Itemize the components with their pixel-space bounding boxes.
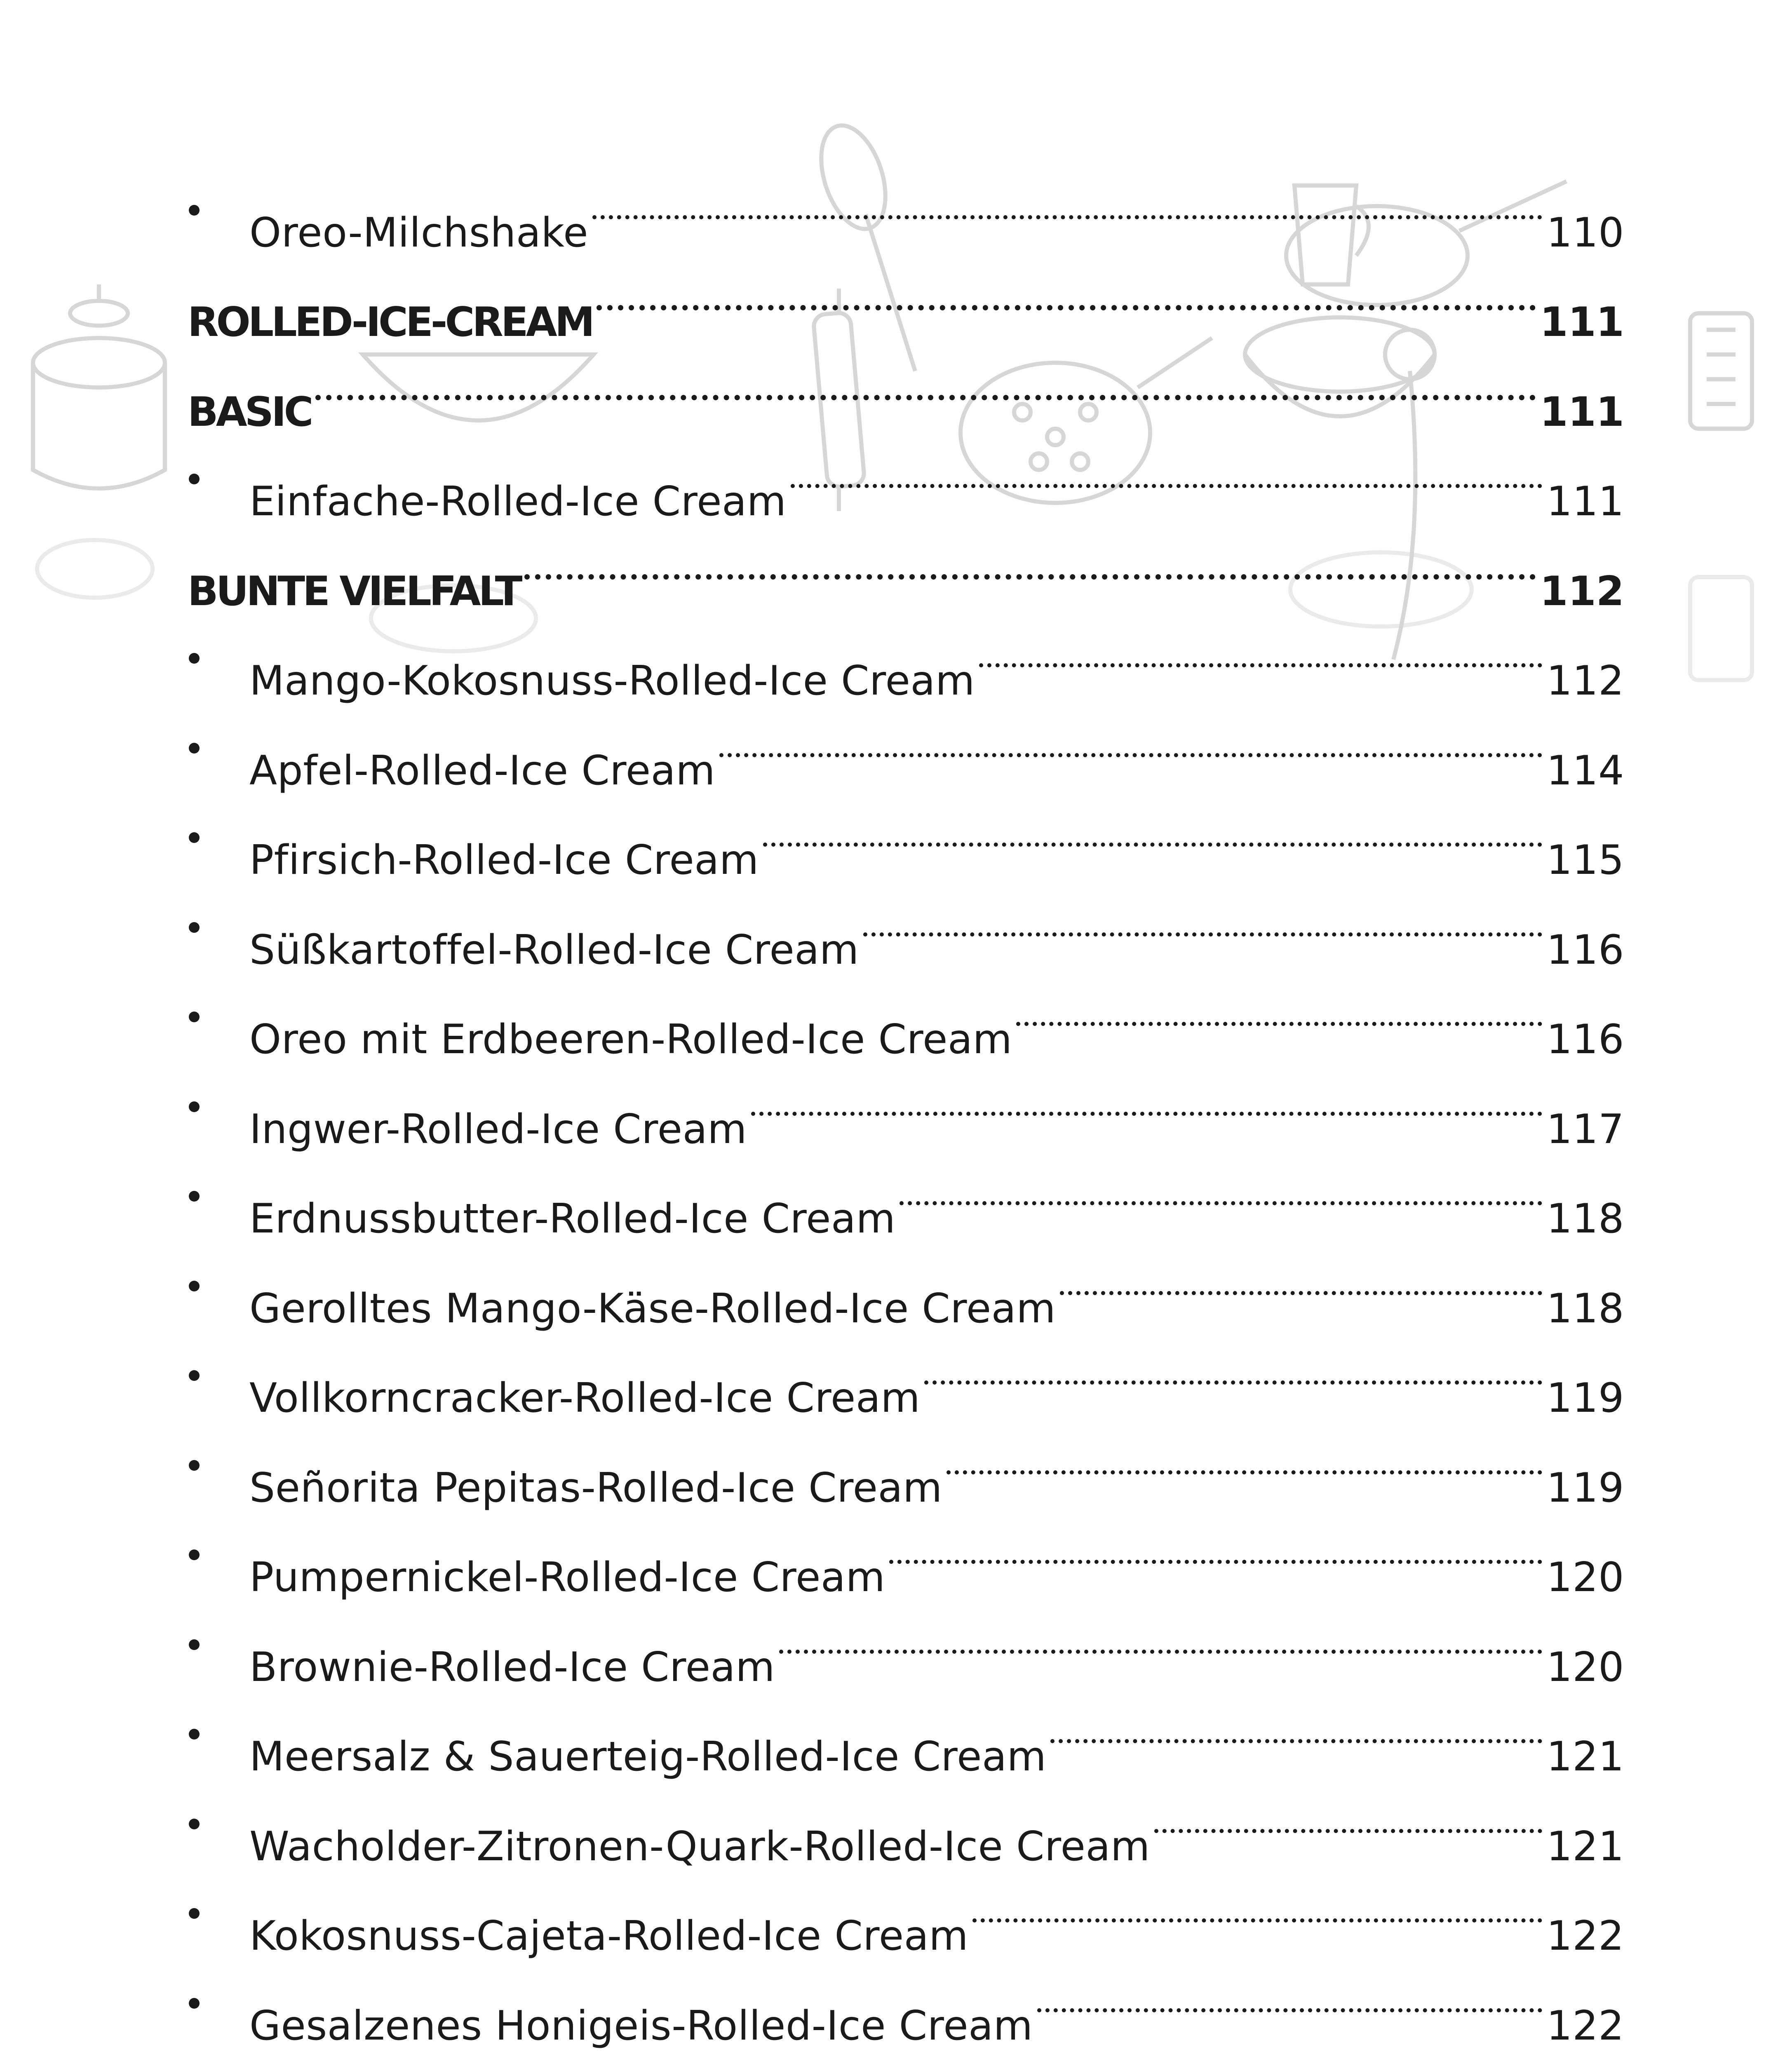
toc-entry-title: Señorita Pepitas-Rolled-Ice Cream [249, 1464, 943, 1512]
toc-entry[interactable] [188, 1143, 1624, 1242]
dot-leader [1060, 1232, 1542, 1322]
dot-leader [315, 336, 1536, 426]
bullet-icon [188, 426, 249, 516]
bullet-icon [188, 1681, 249, 1771]
toc-page-number: 114 [1546, 747, 1624, 794]
toc-page-number: 118 [1546, 1285, 1624, 1332]
bullet-icon [188, 784, 249, 874]
table-of-contents [188, 157, 1624, 2061]
toc-page-number: 122 [1546, 2002, 1624, 2049]
pot-icon [33, 284, 165, 488]
bullet-icon [188, 1232, 249, 1322]
dot-leader [760, 2040, 1543, 2061]
toc-entry-title: ROLLED-ICE-CREAM [188, 299, 593, 346]
toc-page-number: 112 [1540, 568, 1624, 615]
bullet-icon [188, 1053, 249, 1143]
toc-entry[interactable] [188, 1502, 1624, 1601]
toc-page-number: 121 [1546, 1733, 1624, 1780]
toc-entry-title: Pfirsich-Rolled-Ice Cream [249, 837, 759, 884]
bullet-icon [188, 964, 249, 1054]
dot-leader [751, 1053, 1542, 1143]
toc-entry-title: Meersalz & Sauerteig-Rolled-Ice Cream [249, 1733, 1047, 1780]
dot-leader [597, 246, 1536, 336]
toc-entry-title: Erdnussbutter-Rolled-Ice Cream [249, 1195, 896, 1242]
toc-entry-title: Brownie-Rolled-Ice Cream [249, 1643, 775, 1691]
bullet-icon [188, 1950, 249, 2040]
toc-entry-title: Ingwer-Rolled-Ice Cream [249, 1106, 747, 1153]
toc-entry[interactable] [188, 1053, 1624, 1153]
dot-leader [524, 515, 1536, 605]
dot-leader [924, 1322, 1542, 1412]
toc-entry[interactable] [188, 426, 1624, 525]
toc-entry-title: Oreo-Milchshake [249, 209, 588, 256]
toc-page-number: 122 [1546, 1913, 1624, 1960]
bullet-icon [188, 1502, 249, 1592]
toc-entry-title: BUNTE VIELFALT [188, 568, 520, 615]
dot-leader [1154, 1770, 1543, 1860]
dot-leader [791, 426, 1543, 516]
bullet-icon [188, 1412, 249, 1502]
bullet-icon [188, 1322, 249, 1412]
toc-entry-title: Mango-Kokosnuss-Rolled-Ice Cream [249, 657, 975, 704]
toc-page-number: 120 [1546, 1554, 1624, 1601]
toc-entry-title: Oreo mit Erdbeeren-Rolled-Ice Cream [249, 1016, 1012, 1063]
toc-page-number: 116 [1546, 1016, 1624, 1063]
toc-section-heading[interactable] [188, 336, 1624, 436]
dot-leader [592, 157, 1542, 246]
dot-leader [889, 1502, 1542, 1592]
toc-entry[interactable] [188, 1950, 1624, 2049]
dot-leader [900, 1143, 1542, 1233]
toc-page-number: 120 [1546, 1643, 1624, 1691]
bullet-icon [188, 695, 249, 784]
toc-entry-title: Gerolltes Mango-Käse-Rolled-Ice Cream [249, 1285, 1056, 1332]
toc-entry-title: Einfache-Rolled-Ice Cream [249, 478, 787, 525]
toc-entry-title: Süßkartoffel-Rolled-Ice Cream [249, 926, 859, 974]
dot-leader [763, 784, 1543, 874]
toc-entry[interactable] [188, 964, 1624, 1063]
toc-entry-title: Wacholder-Zitronen-Quark-Rolled-Ice Cream [249, 1823, 1150, 1870]
toc-entry[interactable] [188, 1770, 1624, 1870]
dot-leader [719, 695, 1542, 784]
toc-page-number: 119 [1546, 1375, 1624, 1422]
toc-page-number: 117 [1546, 1106, 1624, 1153]
bullet-icon [188, 2040, 249, 2061]
grater-icon [1690, 313, 1752, 429]
dot-leader [979, 605, 1542, 695]
toc-entry[interactable] [188, 605, 1624, 704]
toc-entry[interactable] [188, 1681, 1624, 1780]
toc-page-number: 119 [1546, 1464, 1624, 1512]
toc-page-number: 111 [1546, 478, 1624, 525]
toc-entry[interactable] [188, 695, 1624, 794]
toc-entry[interactable] [188, 874, 1624, 974]
bullet-icon [188, 874, 249, 964]
toc-page-number: 110 [1546, 209, 1624, 256]
dot-leader [1037, 1950, 1543, 2040]
bullet-icon [188, 157, 249, 246]
dot-leader [946, 1412, 1542, 1502]
dot-leader [972, 1860, 1542, 1950]
toc-page-number: 116 [1546, 926, 1624, 974]
toc-entry[interactable] [188, 157, 1624, 256]
toc-page-number: 115 [1546, 837, 1624, 884]
toc-page-number: 111 [1540, 299, 1624, 346]
toc-page-number: 112 [1546, 657, 1624, 704]
toc-entry-title: BASIC [188, 388, 311, 436]
dot-leader [863, 874, 1543, 964]
bullet-icon [188, 1860, 249, 1950]
toc-entry[interactable] [188, 1232, 1624, 1332]
toc-page-number: 121 [1546, 1823, 1624, 1870]
toc-entry[interactable] [188, 1591, 1624, 1691]
toc-section-heading[interactable] [188, 246, 1624, 346]
toc-entry[interactable] [188, 1860, 1624, 1960]
dot-leader [1016, 964, 1542, 1054]
dot-leader [1050, 1681, 1542, 1771]
toc-entry-title: Pumpernickel-Rolled-Ice Cream [249, 1554, 885, 1601]
toc-entry[interactable] [188, 1322, 1624, 1422]
bullet-icon [188, 1143, 249, 1233]
toc-entry-title: Gesalzenes Honigeis-Rolled-Ice Cream [249, 2002, 1033, 2049]
toc-page-number: 118 [1546, 1195, 1624, 1242]
bullet-icon [188, 1591, 249, 1681]
toc-entry-title: Vollkorncracker-Rolled-Ice Cream [249, 1375, 921, 1422]
toc-entry-title: Kokosnuss-Cajeta-Rolled-Ice Cream [249, 1913, 969, 1960]
bullet-icon [188, 605, 249, 695]
dot-leader [779, 1591, 1542, 1681]
toc-entry[interactable] [188, 784, 1624, 884]
toc-entry-title: Apfel-Rolled-Ice Cream [249, 747, 716, 794]
toc-entry[interactable] [188, 1412, 1624, 1512]
toc-entry[interactable] [188, 2040, 1624, 2061]
bullet-icon [188, 1770, 249, 1860]
toc-page-number: 111 [1540, 388, 1624, 436]
toc-section-heading[interactable] [188, 515, 1624, 615]
